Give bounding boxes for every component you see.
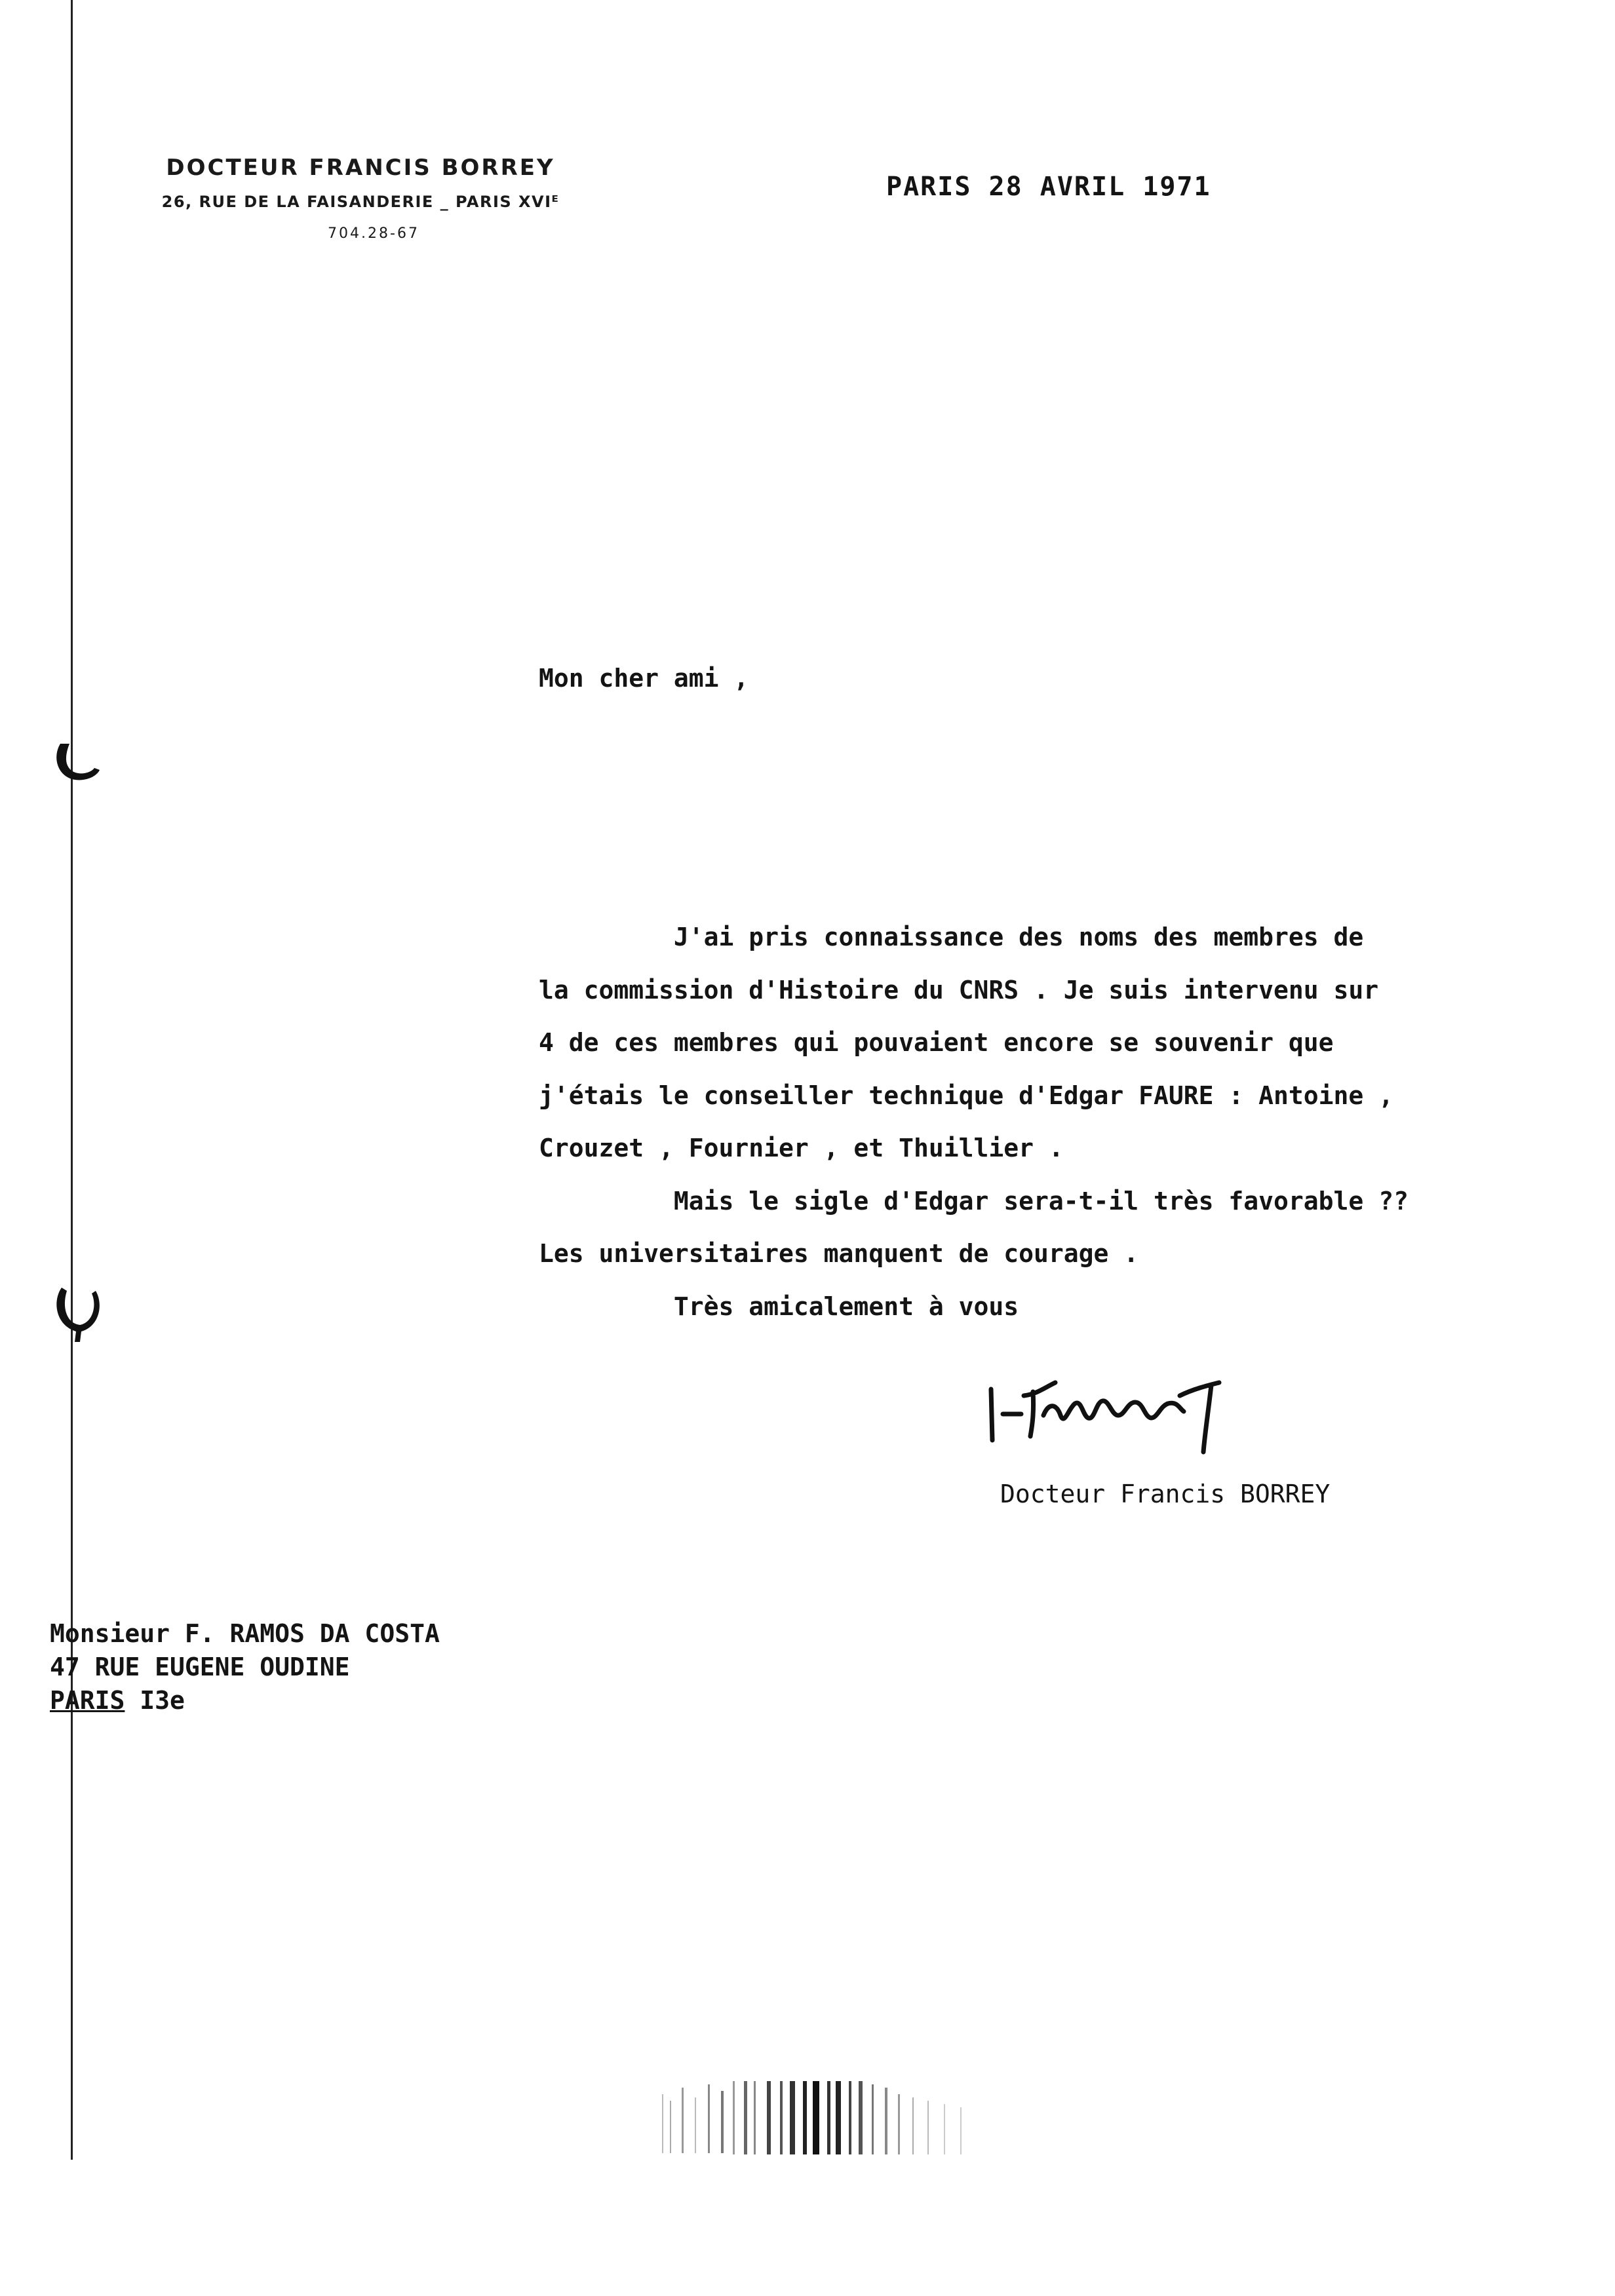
recipient-address	[50, 1617, 440, 1717]
letterhead-phone: 704.28-67	[328, 225, 419, 242]
recipient-name: Monsieur F. RAMOS DA COSTA	[50, 1619, 440, 1648]
left-margin-line	[71, 0, 73, 2160]
punch-hole-mark-top	[47, 734, 113, 793]
punch-hole-mark-bottom	[47, 1284, 113, 1343]
body-line: Mais le sigle d'Edgar sera-t-il très favorable ??	[539, 1186, 1409, 1215]
body-line: 4 de ces membres qui pouvaient encore se souvenir que	[539, 1028, 1334, 1057]
letter-date: PARIS 28 AVRIL 1971	[886, 172, 1211, 202]
body-line: Très amicalement à vous	[539, 1292, 1019, 1321]
body-line: j'étais le conseiller technique d'Edgar FAURE : Antoine ,	[539, 1081, 1394, 1110]
letter-body	[539, 911, 1522, 1333]
letterhead-address: 26, RUE DE LA FAISANDERIE _ PARIS XVIᴱ	[161, 193, 560, 211]
recipient-city: PARIS	[50, 1686, 125, 1715]
signer-name: Docteur Francis BORREY	[1000, 1480, 1331, 1508]
body-line: J'ai pris connaissance des noms des membres de	[539, 923, 1364, 951]
recipient-street: 47 RUE EUGENE OUDINE	[50, 1653, 350, 1681]
salutation: Mon cher ami ,	[539, 664, 749, 693]
scan-artifact	[655, 2081, 977, 2154]
body-line: Les universitaires manquent de courage .	[539, 1239, 1139, 1268]
handwritten-signature	[983, 1363, 1232, 1455]
letterhead	[98, 155, 623, 242]
recipient-city-line	[50, 1684, 440, 1717]
recipient-arrondissement: I3e	[125, 1686, 185, 1715]
letterhead-name: DOCTEUR FRANCIS BORREY	[166, 155, 555, 181]
body-line: la commission d'Histoire du CNRS . Je suis intervenu sur	[539, 975, 1379, 1004]
body-line: Crouzet , Fournier , et Thuillier .	[539, 1134, 1064, 1162]
